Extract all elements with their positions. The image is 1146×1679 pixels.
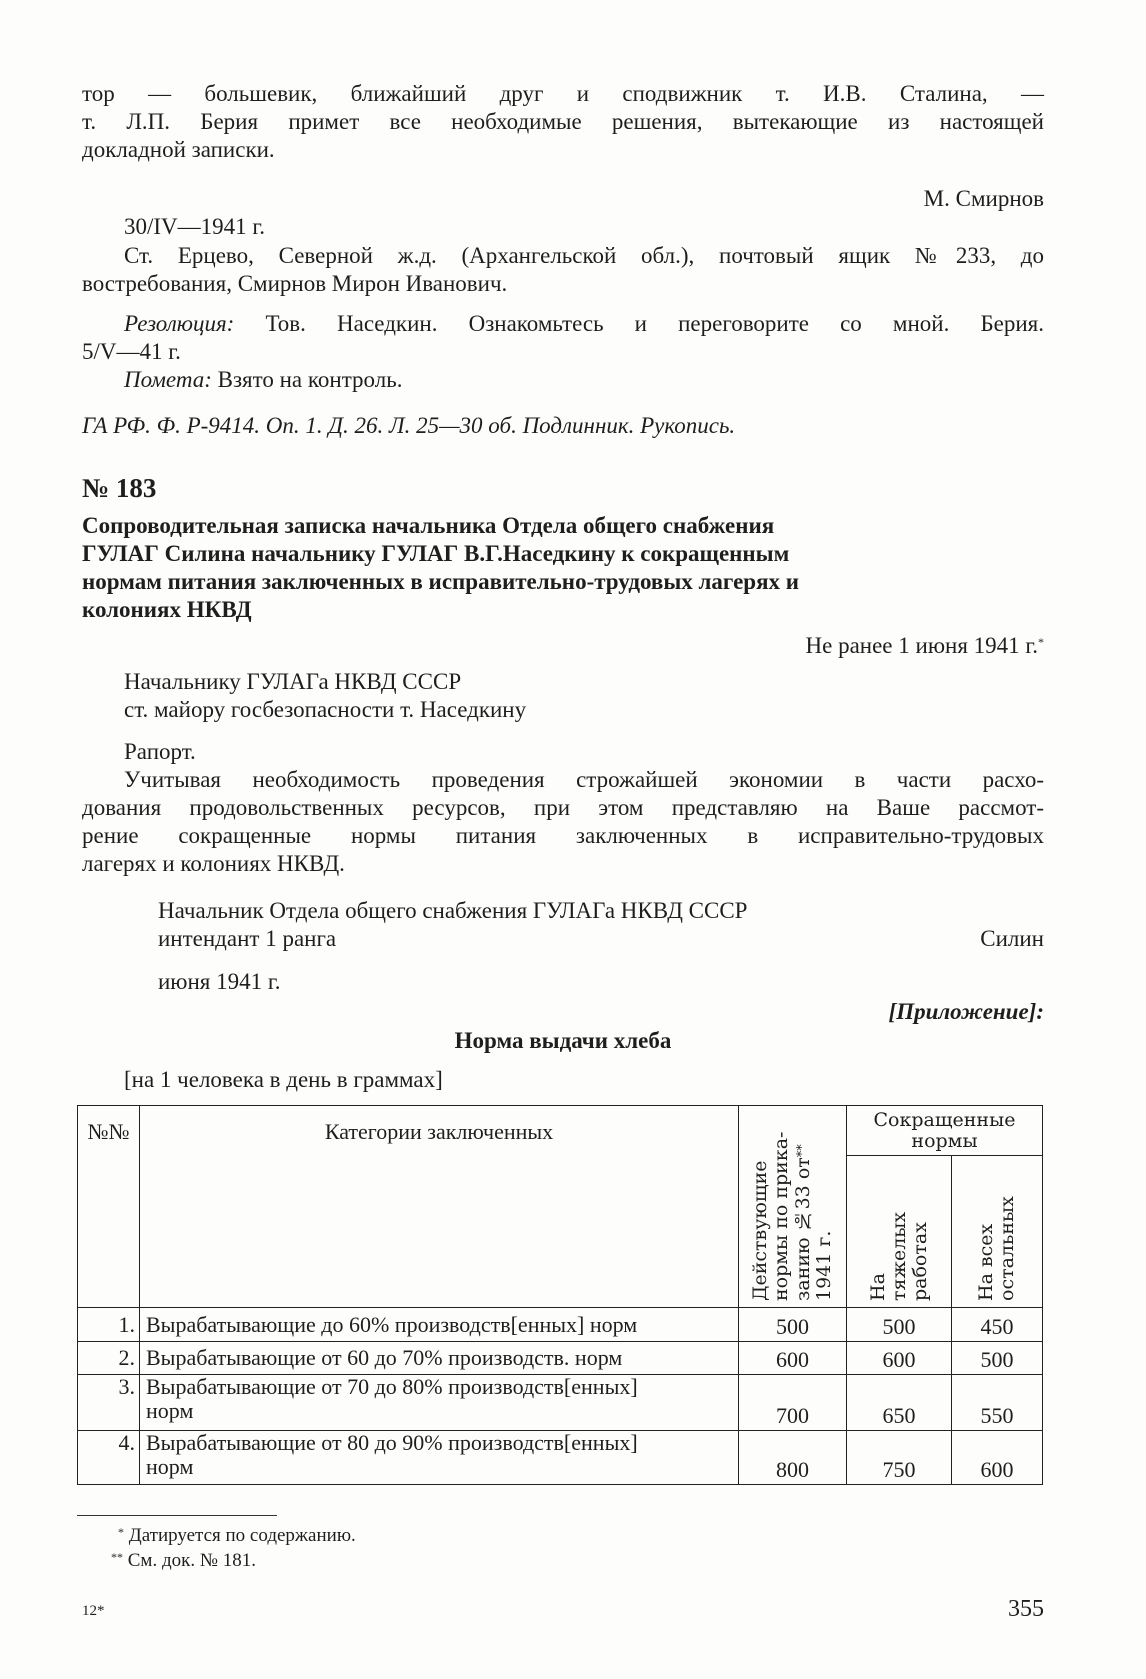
continuation-line-2: т. Л.П. Берия примет все необходимые решения, вытекающие из настоящей bbox=[82, 109, 1044, 134]
table-row bbox=[78, 1375, 1043, 1431]
document-title bbox=[82, 512, 799, 624]
footnote-text: См. док. № 181. bbox=[127, 1550, 256, 1571]
printer-signature-mark: 12* bbox=[82, 1603, 105, 1619]
header-current-norms bbox=[739, 1106, 847, 1308]
sign-date: июня 1941 г. bbox=[158, 969, 281, 994]
row-heavy: 750 bbox=[847, 1431, 952, 1485]
row-category bbox=[140, 1431, 739, 1485]
signer-title-2: интендант 1 ранга bbox=[158, 926, 337, 951]
author-signature: М. Смирнов bbox=[923, 186, 1044, 211]
page-number: 355 bbox=[1008, 1596, 1044, 1622]
header-line: Действующие bbox=[749, 1160, 771, 1301]
resolution bbox=[82, 310, 1044, 366]
row-category bbox=[140, 1342, 739, 1375]
table-title: Норма выдачи хлеба bbox=[454, 1028, 672, 1053]
body-line: дования продовольственных ресурсов, при этом представляю на Ваше рассмот- bbox=[82, 795, 1044, 820]
title-line: ГУЛАГ Силина начальнику ГУЛАГ В.Г.Наседкину к сокращенным bbox=[82, 541, 790, 566]
row-heavy: 600 bbox=[847, 1342, 952, 1375]
resolution-label: Резолюция: bbox=[124, 311, 235, 336]
footnote-divider bbox=[77, 1515, 277, 1516]
dating-footnote-mark: * bbox=[1038, 635, 1044, 649]
resolution-line bbox=[82, 310, 1044, 338]
category-line: Вырабатывающие от 60 до 70% производств. норм bbox=[146, 1345, 623, 1370]
row-current: 700 bbox=[739, 1375, 847, 1431]
table-row bbox=[78, 1431, 1043, 1485]
footnote-2 bbox=[111, 1550, 256, 1572]
header-line: На тяжелых bbox=[866, 1211, 910, 1301]
letter-date: 30/IV—1941 г. bbox=[124, 214, 265, 239]
sender-address bbox=[82, 242, 1044, 298]
mark-label: Помета: bbox=[124, 367, 212, 392]
mark-text: Взято на контроль. bbox=[217, 367, 403, 392]
header-line: нормы по прика- bbox=[770, 1131, 792, 1301]
header-line: Сокращенные bbox=[873, 1108, 1016, 1131]
row-number: 2. bbox=[78, 1342, 140, 1375]
row-other: 600 bbox=[952, 1431, 1043, 1485]
category-line: Вырабатывающие до 60% производств[енных] норм bbox=[146, 1311, 638, 1337]
row-current: 800 bbox=[739, 1431, 847, 1485]
header-line: 1941 г. bbox=[813, 1230, 835, 1301]
header-line: нормы bbox=[911, 1129, 978, 1152]
row-number: 4. bbox=[78, 1431, 140, 1485]
address-line-1: Ст. Ерцево, Северной ж.д. (Архангельской обл.), почтовый ящик №233, до bbox=[124, 243, 1044, 268]
row-current: 600 bbox=[739, 1342, 847, 1375]
document-number: № 183 bbox=[82, 473, 157, 503]
header-line: занию №33 от bbox=[792, 1157, 814, 1301]
table-subtitle: [на 1 человека в день в граммах] bbox=[124, 1067, 443, 1092]
header-footnote-mark: ** bbox=[795, 1144, 810, 1158]
header-number: №№ bbox=[78, 1106, 140, 1308]
document-dating bbox=[82, 632, 1044, 660]
control-mark bbox=[124, 366, 402, 394]
footnote-1 bbox=[118, 1525, 356, 1547]
row-number: 1. bbox=[78, 1308, 140, 1342]
report-body bbox=[82, 766, 1044, 878]
dating-text: Не ранее 1 июня 1941 г. bbox=[805, 633, 1038, 658]
resolution-text: Тов. Наседкин. Ознакомьтесь и переговорите со мной. Берия. bbox=[265, 311, 1045, 336]
table-row bbox=[78, 1342, 1043, 1375]
continuation-line-3: докладной записки. bbox=[82, 137, 275, 162]
address-line-2: востребования, Смирнов Мирон Иванович. bbox=[82, 271, 508, 296]
addressee bbox=[124, 668, 526, 724]
appendix-label: [Приложение]: bbox=[888, 999, 1044, 1024]
row-number: 3. bbox=[78, 1375, 140, 1431]
category-line: норм bbox=[146, 1398, 194, 1423]
continuation-paragraph bbox=[82, 80, 1044, 164]
row-category bbox=[140, 1375, 739, 1431]
category-line: Вырабатывающие от 80 до 90% производств[енных] bbox=[146, 1430, 638, 1455]
row-other: 450 bbox=[952, 1308, 1043, 1342]
category-line: Вырабатывающие от 70 до 80% производств[енных] bbox=[146, 1374, 638, 1399]
report-label: Рапорт. bbox=[124, 739, 196, 764]
row-other: 550 bbox=[952, 1375, 1043, 1431]
footnote-text: Датируется по содержанию. bbox=[128, 1525, 356, 1546]
table-row bbox=[78, 1308, 1043, 1342]
title-line: Сопроводительная записка начальника Отдела общего снабжения bbox=[82, 513, 775, 538]
archive-reference: ГА РФ. Ф. Р-9414. Оп. 1. Д. 26. Л. 25—30 об. Подлинник. Рукопись. bbox=[82, 413, 736, 438]
footnote-mark: * bbox=[118, 1525, 124, 1539]
signer-title-1: Начальник Отдела общего снабжения ГУЛАГа НКВД СССР bbox=[158, 898, 748, 923]
body-line: Учитывая необходимость проведения строжайшей экономии в части расхо- bbox=[124, 767, 1044, 792]
resolution-date: 5/V—41 г. bbox=[82, 339, 181, 364]
bread-norms-table bbox=[77, 1105, 1043, 1485]
title-line: колониях НКВД bbox=[82, 597, 252, 622]
row-other: 500 bbox=[952, 1342, 1043, 1375]
body-line: лагерях и колониях НКВД. bbox=[82, 851, 345, 876]
header-reduced-norms bbox=[847, 1106, 1043, 1156]
title-line: нормам питания заключенных в исправительно-трудовых лагерях и bbox=[82, 569, 800, 594]
header-category: Категории заключенных bbox=[140, 1106, 739, 1308]
header-heavy-work bbox=[847, 1156, 952, 1308]
row-category bbox=[140, 1308, 739, 1342]
addressee-line-2: ст. майору госбезопасности т. Наседкину bbox=[124, 697, 527, 722]
addressee-line-1: Начальнику ГУЛАГа НКВД СССР bbox=[124, 669, 462, 694]
header-other-work bbox=[952, 1156, 1043, 1308]
header-line: работах bbox=[908, 1222, 931, 1301]
header-line: остальных bbox=[996, 1196, 1018, 1301]
footnote-mark: ** bbox=[111, 1550, 123, 1564]
header-line: На всех bbox=[975, 1223, 997, 1301]
row-current: 500 bbox=[739, 1308, 847, 1342]
row-heavy: 500 bbox=[847, 1308, 952, 1342]
continuation-line-1: тор — большевик, ближайший друг и сподвижник т. И.В. Сталина, — bbox=[82, 81, 1044, 106]
row-heavy: 650 bbox=[847, 1375, 952, 1431]
signer-name: Силин bbox=[980, 926, 1044, 951]
body-line: рение сокращенные нормы питания заключенных в исправительно-трудовых bbox=[82, 823, 1044, 848]
category-line: норм bbox=[146, 1454, 194, 1479]
